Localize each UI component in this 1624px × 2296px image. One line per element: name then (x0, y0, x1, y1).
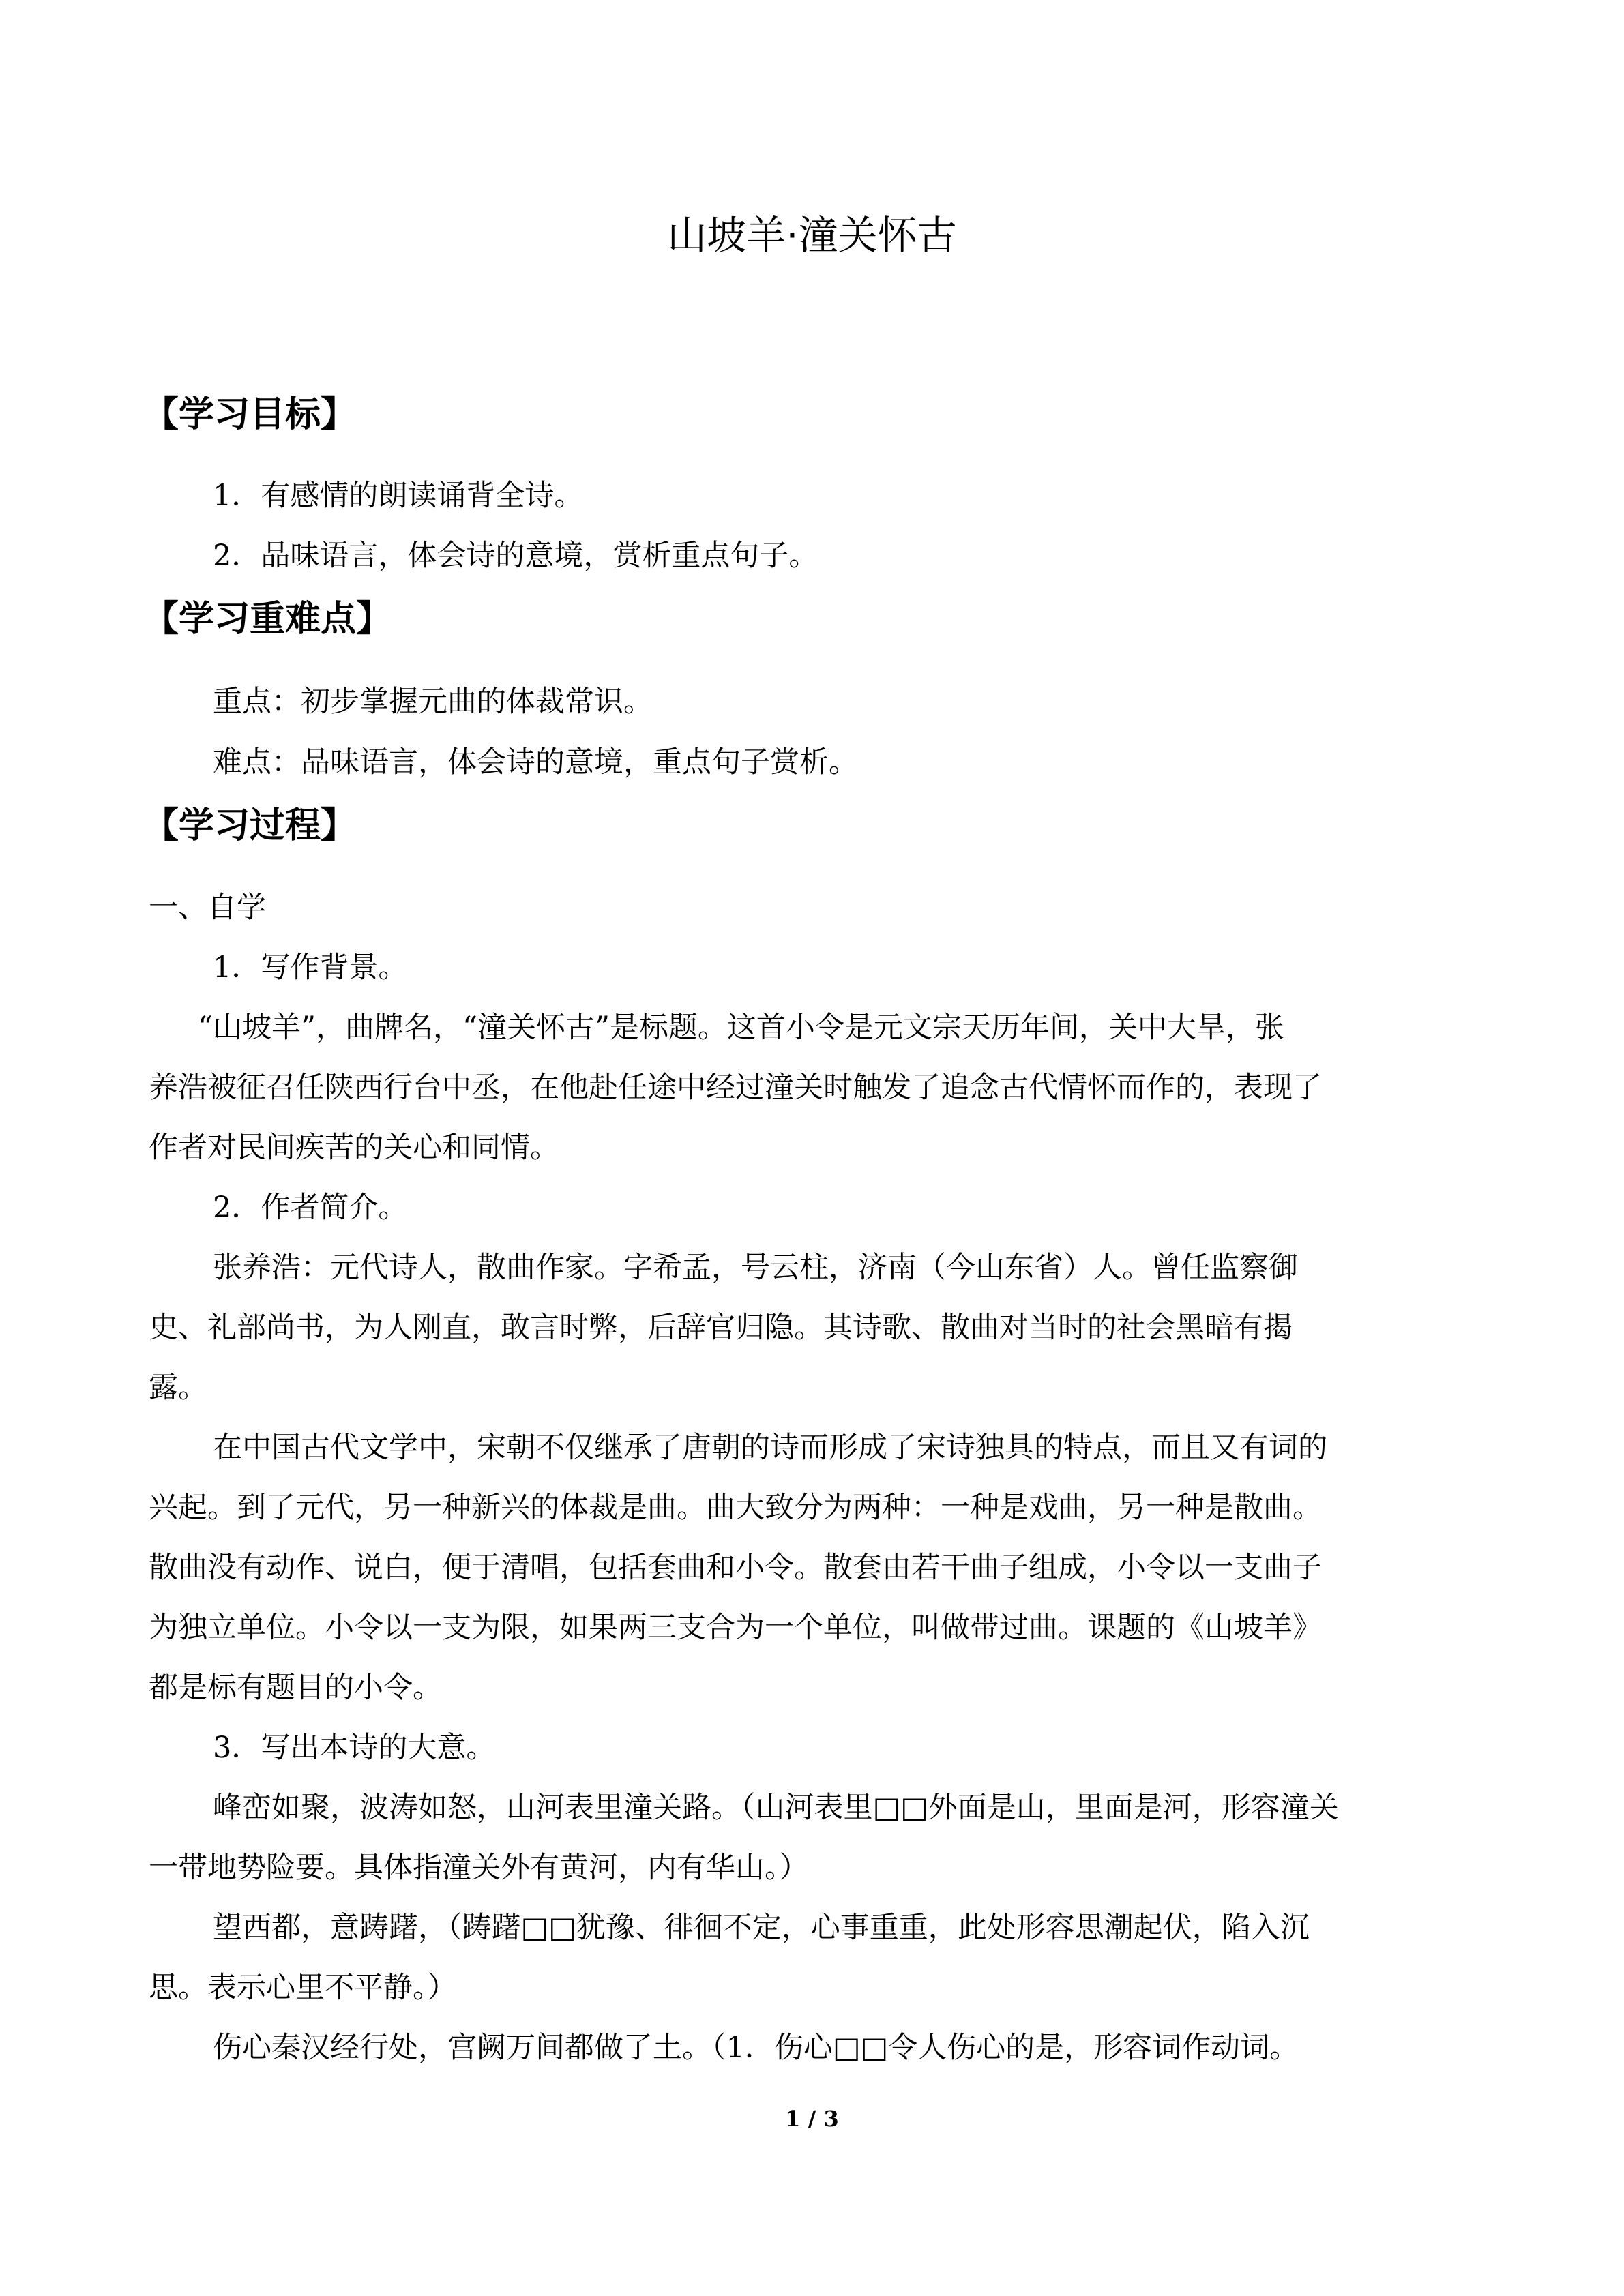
text-line: 思。表示心里不平静。） (149, 1971, 457, 2005)
text-line: 望西都，意踌躇，（踌躇□□犹豫、徘徊不定，心事重重，此处形容思潮起伏，陷入沉 (213, 1911, 1310, 1945)
text-line: 作者对民间疾苦的关心和同情。 (149, 1131, 559, 1165)
text-line: 露。 (149, 1371, 207, 1405)
text-line: 峰峦如聚，波涛如怒，山河表里潼关路。（山河表里□□外面是山，里面是河，形容潼关 (213, 1791, 1339, 1825)
section-heading-goals: 【学习目标】 (143, 394, 357, 435)
text-line: 散曲没有动作、说白，便于清唱，包括套曲和小令。散套由若干曲子组成，小令以一支曲子 (149, 1551, 1322, 1585)
text-line: 伤心秦汉经行处，宫阙万间都做了土。（1．伤心□□令人伤心的是，形容词作动词。 (213, 2031, 1299, 2065)
text-line: 一带地势险要。具体指潼关外有黄河，内有华山。） (149, 1851, 809, 1885)
text-line: 2．作者简介。 (213, 1191, 408, 1225)
section-heading-keypoints: 【学习重难点】 (143, 599, 392, 640)
text-line: 兴起。到了元代，另一种新兴的体裁是曲。曲大致分为两种：一种是戏曲，另一种是散曲。 (149, 1491, 1322, 1525)
document-title: 山坡羊·潼关怀古 (667, 212, 957, 258)
text-line: 为独立单位。小令以一支为限，如果两三支合为一个单位，叫做带过曲。课题的《山坡羊》 (149, 1611, 1322, 1645)
text-line: 一、自学 (149, 891, 266, 925)
text-line: 在中国古代文学中，宋朝不仅继承了唐朝的诗而形成了宋诗独具的特点，而且又有词的 (213, 1431, 1327, 1465)
page-number: 1 / 3 (785, 2106, 839, 2132)
text-line: 张养浩：元代诗人，散曲作家。字希孟，号云柱，济南（今山东省）人。曾任监察御 (213, 1251, 1298, 1285)
text-line: 史、礼部尚书，为人刚直，敢言时弊，后辞官归隐。其诗歌、散曲对当时的社会黑暗有揭 (149, 1311, 1293, 1345)
goal-item-2: 2．品味语言，体会诗的意境，赏析重点句子。 (213, 539, 818, 573)
text-line: 1．写作背景。 (213, 951, 408, 985)
text-line: 都是标有题目的小令。 (149, 1671, 442, 1705)
keypoint-item-2: 难点：品味语言，体会诗的意境，重点句子赏析。 (213, 745, 858, 779)
text-line: 3．写出本诗的大意。 (213, 1731, 496, 1765)
section-heading-process: 【学习过程】 (143, 805, 357, 846)
keypoint-item-1: 重点：初步掌握元曲的体裁常识。 (213, 685, 653, 719)
text-line: 养浩被征召任陕西行台中丞，在他赴任途中经过潼关时触发了追念古代情怀而作的，表现了 (149, 1071, 1322, 1105)
goal-item-1: 1．有感情的朗读诵背全诗。 (213, 479, 584, 513)
text-line: “山坡羊”，曲牌名，“潼关怀古”是标题。这首小令是元文宗天历年间，关中大旱，张 (198, 1011, 1284, 1045)
